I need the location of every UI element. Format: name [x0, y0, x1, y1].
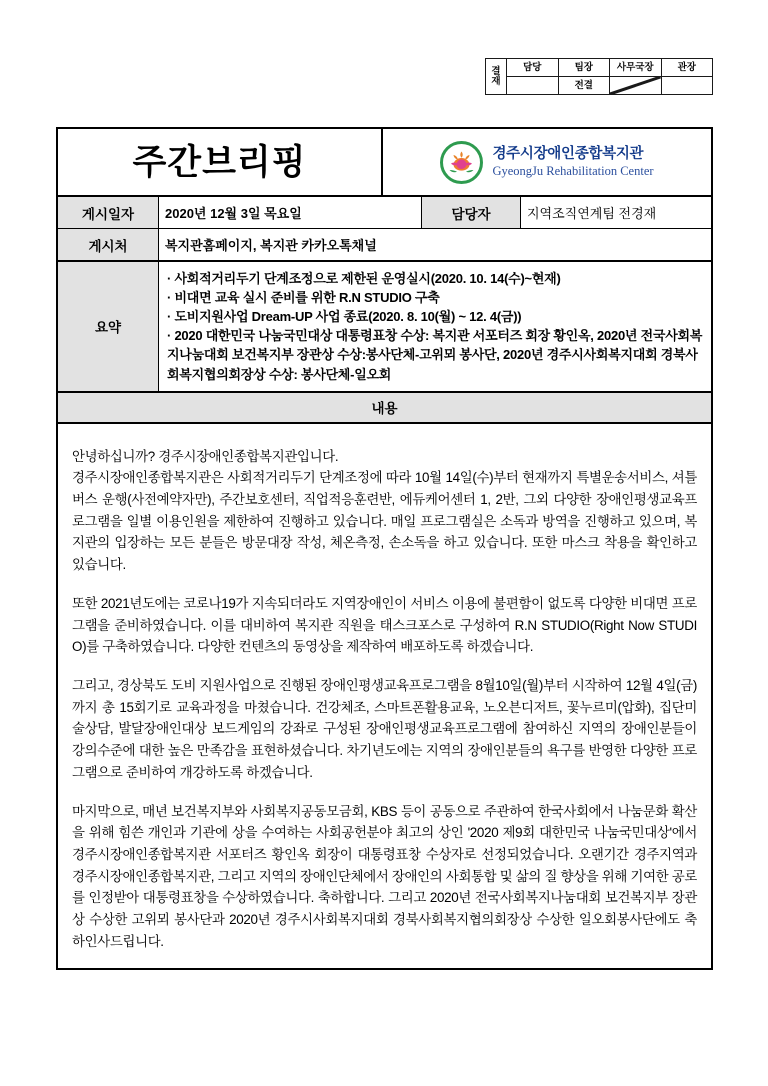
- post-place-label: 게시처: [58, 229, 159, 260]
- approval-side-label: 결 재: [486, 59, 507, 95]
- post-place-value: 복지관홈페이지, 복지관 카카오톡채널: [165, 238, 377, 253]
- summary-bullet: · 2020 대한민국 나눔국민대상 대통령표창 수상: 복지관 서포터즈 회장 황인옥, 2020년 전국사회복지나눔대회 보건복지부 장관상 수상:봉사단체-고위뫼 봉사단, 2020년 경주시사회복지대회 경북사회복지협의회장상 수상: 봉사단체-일오회: [167, 326, 705, 383]
- title-cell: [58, 129, 383, 195]
- content-paragraph: 마지막으로, 매년 보건복지부와 사회복지공동모금회, KBS 등이 공동으로 주관하여 한국사회에서 나눔문화 확산을 위해 힘쓴 개인과 기관에 상을 수여하는 사회공헌분야 최고의 상인 '2020 제9회 대한민국 나눔국민대상'에서 경주시장애인종합복지관 서포터즈 황인옥 회장이 대통령표창 수상자로 선정되었습니다. 오랜기간 경주지역과 경주시장애인종합복지관, 그리고 지역의 장애인단체에서 장애인의 사회통합 및 삶의 질 향상을 위해 기여한 공로를 인정받아 대통령표창을 수상하였습니다. 축하합니다. 그리고 2020년 전국사회복지나눔대회 보건복지부 장관상 수상한 고위뫼 봉사단과 2020년 경주시사회복지대회 경북사회복지협의회장상 수상한 일오회봉사단에도 축하인사드립니다.: [72, 803, 697, 949]
- approval-col-header: 관장: [661, 59, 713, 77]
- manager-value: 지역조직연계팀 전경재: [527, 206, 657, 221]
- summary-row: [58, 262, 711, 393]
- content-paragraph: 또한 2021년도에는 코로나19가 지속되더라도 지역장애인이 서비스 이용에 불편함이 없도록 다양한 비대면 프로그램을 준비하였습니다. 이를 대비하여 복지관 직원을 태스크포스로 구성하여 R.N STUDIO(Right Now STUDIO)를 구축하였습니다. 다양한 컨텐츠의 동영상을 제작하여 배포하도록 하겠습니다.: [72, 595, 697, 655]
- approval-stamp-table: [485, 58, 713, 95]
- content-paragraph: 그리고, 경상북도 도비 지원사업으로 진행된 장애인평생교육프로그램을 8월10일(월)부터 시작하여 12월 4일(금)까지 총 15회기로 교육과정을 마쳤습니다. 건강체조, 스마트폰활용교육, 노오븐디저트, 꽃누르미(압화), 집단미술상담, 발달장애인대상 보드게임의 강좌로 구성된 장애인평생교육프로그램에 참여하신 지역의 장애인분들이 강의수준에 대한 높은 만족감을 표현하셨습니다. 차기년도에는 지역의 장애인분들의 욕구를 반영한 다양한 프로그램으로 준비하여 개강하도록 하겠습니다.: [72, 677, 697, 780]
- content-body: [58, 424, 711, 969]
- approval-value-cell-struck: [610, 77, 662, 95]
- summary-bullet: · 사회적거리두기 단계조정으로 제한된 운영실시(2020. 10. 14(수)~현재): [167, 269, 705, 288]
- approval-value-cell: 전결: [558, 77, 610, 95]
- meta-row-date: [58, 197, 711, 229]
- meta-row-place: [58, 229, 711, 262]
- org-name-english: GyeongJu Rehabilitation Center: [492, 163, 654, 178]
- organization-name: [492, 146, 653, 177]
- document-header: [58, 129, 711, 197]
- page-title: 주간브리핑: [132, 142, 307, 182]
- approval-col-header: 사무국장: [610, 59, 662, 77]
- summary-label: 요약: [58, 262, 159, 391]
- lotus-circle-logo-icon: [440, 141, 483, 184]
- briefing-document: [56, 127, 713, 970]
- organization-branding: [383, 129, 711, 195]
- manager-label: 담당자: [421, 197, 521, 228]
- approval-col-header: 팀장: [558, 59, 610, 77]
- summary-bullet: · 비대면 교육 실시 준비를 위한 R.N STUDIO 구축: [167, 288, 705, 307]
- content-section-header: 내용: [58, 393, 711, 424]
- summary-bullet-list: [159, 262, 711, 391]
- approval-value-cell: [507, 77, 559, 95]
- approval-value-cell: [661, 77, 713, 95]
- approval-col-header: 담당: [507, 59, 559, 77]
- summary-bullet: · 도비지원사업 Dream-UP 사업 종료(2020. 8. 10(월) ~ 12. 4(금)): [167, 307, 705, 326]
- diagonal-strike-icon: [610, 77, 661, 94]
- post-date-value: 2020년 12월 3일 목요일: [165, 206, 302, 221]
- content-paragraph: 안녕하십니까? 경주시장애인종합복지관입니다. 경주시장애인종합복지관은 사회적거리두기 단계조정에 따라 10월 14일(수)부터 현재까지 특별운송서비스, 셔틀버스 운행(사전예약자만), 주간보호센터, 직업적응훈련반, 에듀케어센터 1, 2반, 그외 다양한 장애인평생교육프로그램을 일별 이용인원을 제한하여 진행하고 있습니다. 매일 프로그램실은 소독과 방역을 진행하고 있으며, 복지관의 입장하는 모든 분들은 방문대장 작성, 체온측정, 손소독을 하고 있습니다. 또한 마스크 착용을 확인하고 있습니다.: [72, 448, 697, 573]
- org-name-korean: 경주시장애인종합복지관: [492, 146, 644, 163]
- post-date-label: 게시일자: [58, 197, 159, 228]
